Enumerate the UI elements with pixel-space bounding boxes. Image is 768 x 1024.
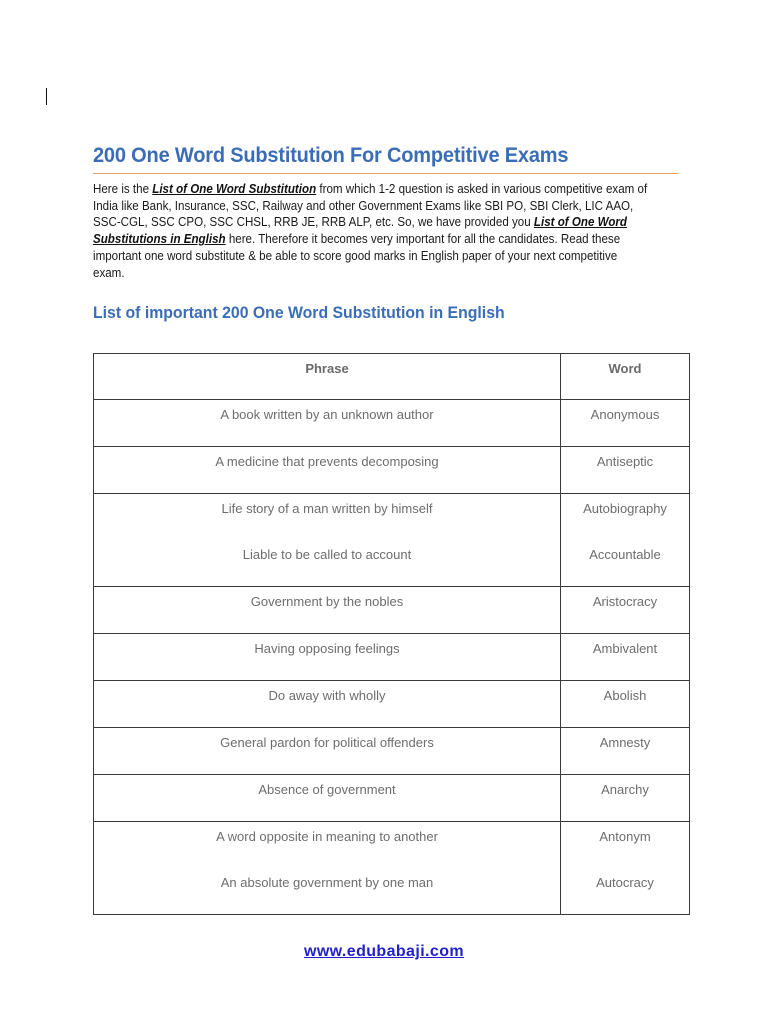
word-text: Abolish [603,688,647,703]
word-text: Antiseptic [596,454,654,469]
page-title: 200 One Word Substitution For Competitive Exams [93,143,569,167]
intro-paragraph [93,181,650,281]
phrase-text: Life story of a man written by himself [221,501,433,516]
phrase-cell [94,822,561,915]
word-text: Anarchy [601,782,649,797]
table-row [94,822,690,915]
phrase-cell [94,587,561,634]
table-row [94,587,690,634]
phrase-cell [94,400,561,447]
intro-middle-text: from which 1-2 question is asked in various competitive exam of India like Bank, Insurance, SSC, Railway and other Government Exams like SBI PO, SBI Clerk, LIC AAO, SSC-CGL, SSC CPO, SSC CHSL, RRB JE, RRB ALP, etc. So, we have provided you [93,182,648,230]
intro-lead-text: Here is the [93,182,153,196]
column-header-phrase: Phrase [94,354,561,400]
phrase-cell [94,447,561,494]
phrase-text: Liable to be called to account [242,547,412,562]
table-row [94,775,690,822]
word-cell [561,775,690,822]
text-cursor [46,88,47,105]
word-cell [561,447,690,494]
word-cell [561,822,690,915]
table-header-row [94,354,690,400]
table-row [94,634,690,681]
word-cell [561,681,690,728]
word-text: Ambivalent [592,641,658,656]
phrase-cell [94,494,561,587]
word-cell [561,400,690,447]
word-text: Amnesty [599,735,651,750]
intro-link-list-of-one-word-substitution[interactable]: List of One Word Substitution [152,182,317,196]
table-row [94,400,690,447]
word-cell [561,494,690,587]
word-text: Autobiography [583,501,667,516]
one-word-substitution-table [93,353,690,915]
phrase-cell [94,634,561,681]
word-text: Aristocracy [592,594,658,609]
phrase-text: Do away with wholly [268,688,386,703]
word-text: Anonymous [590,407,660,422]
word-text: Accountable [589,547,661,562]
footer-website-link[interactable]: www.edubabaji.com [303,943,464,960]
phrase-text: A medicine that prevents decomposing [215,454,439,469]
phrase-text: An absolute government by one man [220,875,434,890]
phrase-cell [94,728,561,775]
phrase-text: Government by the nobles [250,594,404,609]
table-row [94,447,690,494]
phrase-cell [94,775,561,822]
title-underline-rule [93,173,678,174]
word-text: Autocracy [596,875,654,890]
column-header-word: Word [561,354,690,400]
phrase-text: Having opposing feelings [254,641,400,656]
table-row [94,728,690,775]
word-cell [561,728,690,775]
phrase-text: A word opposite in meaning to another [216,829,438,844]
phrase-text: A book written by an unknown author [220,407,434,422]
intro-tail-text: here. Therefore it becomes very important for all the candidates. Read these important one word substitute & be able to score good marks in English paper of your next competitive exam. [93,232,621,280]
word-text: Antonym [599,829,651,844]
phrase-text: General pardon for political offenders [220,735,434,750]
table-row [94,681,690,728]
word-cell [561,587,690,634]
word-cell [561,634,690,681]
phrase-cell [94,681,561,728]
section-subtitle: List of important 200 One Word Substitution in English [93,303,505,322]
table-row [94,494,690,587]
intro-link-list-in-english[interactable]: List of One Word Substitutions in English [93,215,628,247]
phrase-text: Absence of government [258,782,396,797]
